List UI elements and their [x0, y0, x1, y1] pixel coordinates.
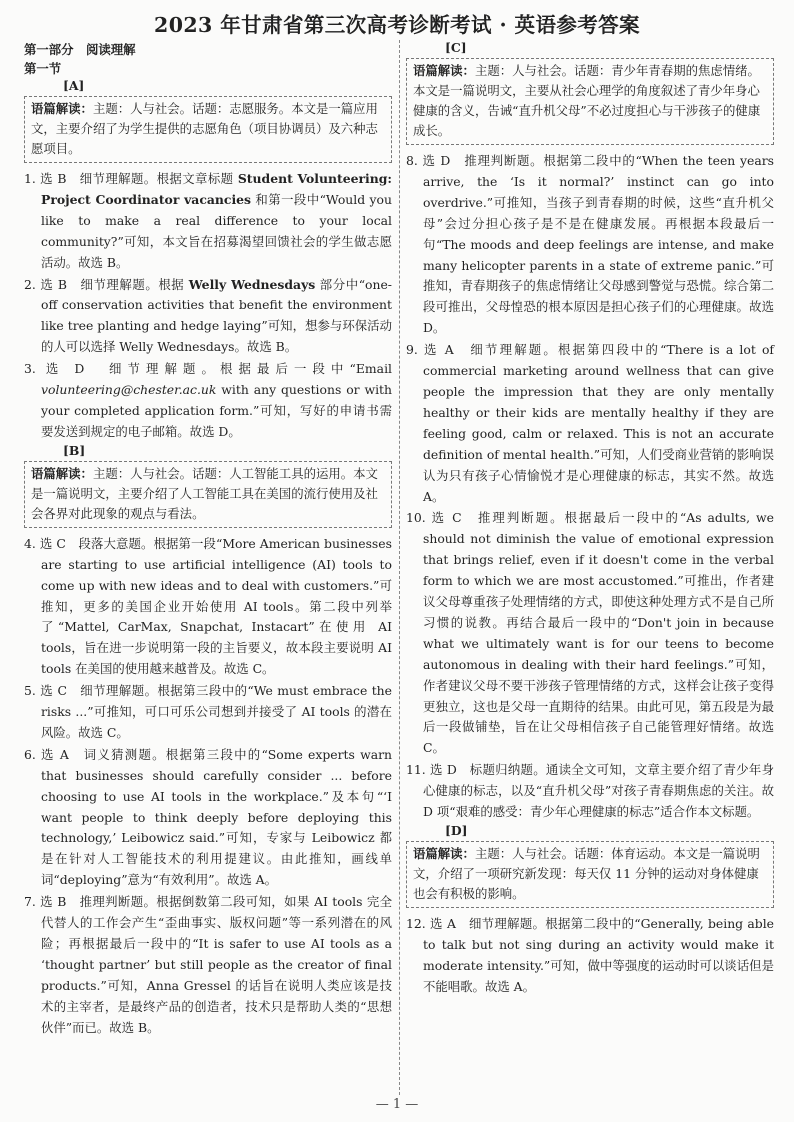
passage-d-intro: [406, 841, 774, 908]
passage-tag-label: [B]: [60, 443, 88, 459]
intro-label: 语篇解读：: [413, 63, 475, 78]
section-heading: 第一节: [24, 61, 62, 76]
answer-6: 6. 选 A 词义猜测题。根据第三段中的“Some experts warn that businesses should carefully consider ... before choosing to use AI tools in the workplace.”及本句“‘I want people to think deeply before deploying this technology,’ Leibowicz said.”可知，专家与 Leibowicz 都是在针对人工智能技术的利用提建议。由此推知，画线单词“deploying”意为“有效利用”。故选 A。: [24, 746, 392, 888]
intro-text: 主题：人与社会。话题：体育运动。本文是一篇说明文，介绍了一项研究新发现：每天仅 11 分钟的运动对身体健康也会有积极的影响。: [413, 846, 760, 901]
column-divider: [399, 40, 400, 1095]
answer-12: 12. 选 A 细节理解题。根据第二段中的“Generally, being able to talk but not sing during an activity would make it moderate intensity.”可知，做中等强度的运动时可以谈话但是不能唱歌。故选 A。: [406, 916, 774, 994]
passage-a-intro: [24, 96, 392, 163]
answer-1: 1. 选 B 细节理解题。根据文章标题 Student Volunteering: Project Coordinator vacancies 和第一段中“Would you like to make a real difference to your local community?”可知，本文旨在招募渴望回馈社会的学生做志愿活动。故选 B。: [24, 171, 392, 270]
intro-label: 语篇解读：: [31, 101, 93, 116]
answer-3: 3. 选 D 细节理解题。根据最后一段中“Email volunteering@chester.ac.uk with any questions or with your completed application form.”可知，写好的申请书需要发送到规定的电子邮箱。故选 D。: [24, 361, 392, 439]
passage-d-tag: [442, 823, 774, 838]
passage-b-intro: [24, 461, 392, 528]
passage-b-tag: [60, 442, 392, 458]
passage-a-tag: [60, 78, 392, 93]
answer-2: 2. 选 B 细节理解题。根据 Welly Wednesdays 部分中“one-off conservation activities that benefit the environment like tree planting and hedge laying”可知，想参与环保活动的人可以选择 Welly Wednesdays。故选 B。: [24, 276, 392, 355]
part-heading: 第一部分 阅读理解: [24, 42, 136, 57]
answer-4: 4. 选 C 段落大意题。根据第一段“More American businesses are starting to use artificial intelligence (AI) tools to come up with new ideas and to deal with customers.”可推知，更多的美国企业开始使用 AI tools。第二段中列举了“Mattel, CarMax, Snapchat, Instacart”在使用 AI tools，旨在进一步说明第一段的主旨要义，故本段主要说明 AI tools 在美国的使用越来越普及。故选 C。: [24, 535, 392, 677]
intro-text: 主题：人与社会。话题：志愿服务。本文是一篇应用文，主要介绍了为学生提供的志愿角色（项目协调员）及六种志愿项目。: [31, 101, 378, 156]
answer-5: 5. 选 C 细节理解题。根据第三段中的“We must embrace the risks ...”可推知，可口可乐公司想到并接受了 AI tools 的潜在风险。故选 C。: [24, 683, 392, 740]
answer-10: 10. 选 C 推理判断题。根据最后一段中的“As adults, we should not diminish the value of emotional expression that brings relief, even if it doesn't come in the verbal form to which we are most accustomed.”可推出，作者建议父母尊重孩子处理情绪的方式，即使这种处理方式不是自己所习惯的说教。再结合最后一段中的“Don't join in because what we ultimately want is for our teens to become autonomous in dealing with their hard feelings.”可知，作者建议父母不要干涉孩子管理情绪的方式，这样会让孩子变得更独立，这也是父母一直期待的结果。由此可见，第五段是为最后一段做铺垫，旨在让父母相信孩子自己能管理好情绪。故选 C。: [406, 510, 774, 756]
answer-11: 11. 选 D 标题归纳题。通读全文可知，文章主要介绍了青少年身心健康的标志，以及“直升机父母”对孩子青春期焦虑的关注。故 D 项“艰难的感受：青少年心理健康的标志”适合作本文标题。: [406, 762, 774, 820]
passage-tag-label: [C]: [442, 40, 470, 56]
intro-text: 主题：人与社会。话题：青少年青春期的焦虑情绪。本文是一篇说明文，主要从社会心理学的角度叙述了青少年身心健康的含义，告诫“直升机父母”不必过度担心与干涉孩子的健康成长。: [413, 63, 761, 138]
passage-tag-label: [A]: [60, 78, 87, 94]
answer-7: 7. 选 B 推理判断题。根据倒数第二段可知，如果 AI tools 完全代替人的工作会产生“歪曲事实、版权问题”等一系列潜在的风险；再根据最后一段中的“It is safer to use AI tools as a ‘thought partner’ but still people as the creator of final products.”可知，Anna Gressel 的话旨在说明人类应该是技术的主宰者，是最终产品的创造者，技术只是帮助人类的“思想伙伴”而已。故选 B。: [24, 894, 392, 1035]
passage-tag-label: [D]: [442, 823, 471, 839]
page-title: 2023 年甘肃省第三次高考诊断考试 · 英语参考答案: [154, 13, 640, 37]
intro-label: 语篇解读：: [413, 846, 475, 861]
left-column: [24, 40, 392, 1040]
intro-label: 语篇解读：: [31, 465, 93, 481]
right-column: [406, 40, 774, 999]
passage-c-tag: [442, 40, 774, 55]
page-number: — 1 —: [375, 1097, 419, 1112]
answer-8: 8. 选 D 推理判断题。根据第二段中的“When the teen years arrive, the ‘Is it normal?’ instinct can go into overdrive.”可推知，当孩子到青春期的时候，这些“直升机父母”会过分担心孩子是不是在健康发展。再根据本段最后一句“The moods and deep feelings are intense, and make many helicopter parents in a state of extreme panic.”可推知，青春期孩子的焦虑情绪让父母感到警觉与恐慌。综合第二段可推出，父母惶恐的根本原因是担心孩子们的心理健康。故选 D。: [406, 153, 774, 336]
intro-text: 主题：人与社会。话题：人工智能工具的运用。本文是一篇说明文，主要介绍了人工智能工具在美国的流行使用及社会各界对此现象的观点与看法。: [31, 465, 378, 521]
answer-9: 9. 选 A 细节理解题。根据第四段中的“There is a lot of commercial marketing around wellness that can give people the impression that they are only mentally healthy or their kids are mentally healthy if they are feeling good, calm or relaxed. This is not an accurate definition of mental health.”可知，人们受商业营销的影响误认为只有孩子心情愉悦才是心理健康的标志，其实不然。故选 A。: [406, 342, 774, 504]
passage-c-intro: [406, 58, 774, 145]
